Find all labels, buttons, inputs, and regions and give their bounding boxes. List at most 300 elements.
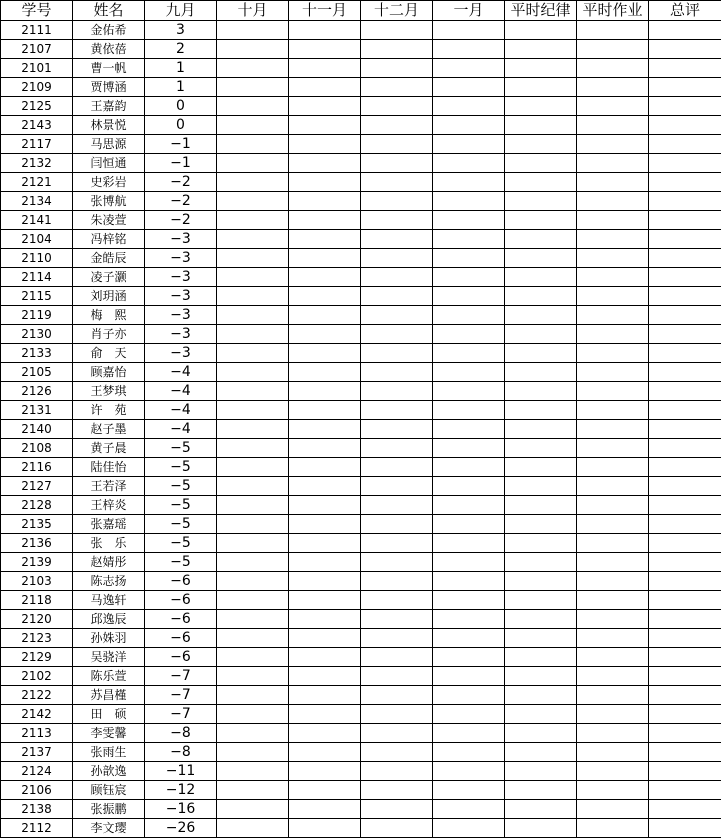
discipline-cell[interactable] xyxy=(505,363,577,382)
discipline-cell[interactable] xyxy=(505,477,577,496)
september-score-cell[interactable]: −3 xyxy=(145,230,217,249)
discipline-cell[interactable] xyxy=(505,325,577,344)
student-id-cell[interactable]: 2104 xyxy=(1,230,73,249)
student-id-cell[interactable]: 2132 xyxy=(1,154,73,173)
december-cell[interactable] xyxy=(361,268,433,287)
january-cell[interactable] xyxy=(433,306,505,325)
student-name-cell[interactable]: 李雯馨 xyxy=(73,724,145,743)
student-name-cell[interactable]: 许 苑 xyxy=(73,401,145,420)
december-cell[interactable] xyxy=(361,743,433,762)
student-name-cell[interactable]: 俞 天 xyxy=(73,344,145,363)
overall-cell[interactable] xyxy=(649,306,721,325)
january-cell[interactable] xyxy=(433,477,505,496)
october-cell[interactable] xyxy=(217,192,289,211)
december-cell[interactable] xyxy=(361,477,433,496)
student-id-cell[interactable]: 2133 xyxy=(1,344,73,363)
january-cell[interactable] xyxy=(433,762,505,781)
january-cell[interactable] xyxy=(433,287,505,306)
january-cell[interactable] xyxy=(433,439,505,458)
october-cell[interactable] xyxy=(217,97,289,116)
november-cell[interactable] xyxy=(289,192,361,211)
january-cell[interactable] xyxy=(433,629,505,648)
november-cell[interactable] xyxy=(289,325,361,344)
student-id-cell[interactable]: 2140 xyxy=(1,420,73,439)
student-name-cell[interactable]: 梅 熙 xyxy=(73,306,145,325)
student-id-cell[interactable]: 2108 xyxy=(1,439,73,458)
student-id-cell[interactable]: 2122 xyxy=(1,686,73,705)
student-id-cell[interactable]: 2126 xyxy=(1,382,73,401)
homework-cell[interactable] xyxy=(577,743,649,762)
december-cell[interactable] xyxy=(361,762,433,781)
overall-cell[interactable] xyxy=(649,382,721,401)
november-cell[interactable] xyxy=(289,705,361,724)
october-cell[interactable] xyxy=(217,534,289,553)
november-cell[interactable] xyxy=(289,648,361,667)
january-cell[interactable] xyxy=(433,648,505,667)
homework-cell[interactable] xyxy=(577,230,649,249)
student-id-cell[interactable]: 2114 xyxy=(1,268,73,287)
student-id-cell[interactable]: 2121 xyxy=(1,173,73,192)
january-cell[interactable] xyxy=(433,154,505,173)
september-score-cell[interactable]: −11 xyxy=(145,762,217,781)
december-cell[interactable] xyxy=(361,230,433,249)
november-cell[interactable] xyxy=(289,515,361,534)
december-cell[interactable] xyxy=(361,705,433,724)
january-cell[interactable] xyxy=(433,249,505,268)
september-score-cell[interactable]: −8 xyxy=(145,724,217,743)
january-cell[interactable] xyxy=(433,667,505,686)
student-name-cell[interactable]: 陈志扬 xyxy=(73,572,145,591)
discipline-cell[interactable] xyxy=(505,648,577,667)
november-cell[interactable] xyxy=(289,743,361,762)
discipline-cell[interactable] xyxy=(505,192,577,211)
student-id-cell[interactable]: 2113 xyxy=(1,724,73,743)
january-cell[interactable] xyxy=(433,401,505,420)
december-cell[interactable] xyxy=(361,97,433,116)
discipline-cell[interactable] xyxy=(505,781,577,800)
homework-cell[interactable] xyxy=(577,135,649,154)
student-name-cell[interactable]: 王梦琪 xyxy=(73,382,145,401)
overall-cell[interactable] xyxy=(649,287,721,306)
overall-cell[interactable] xyxy=(649,743,721,762)
september-score-cell[interactable]: −1 xyxy=(145,135,217,154)
september-score-cell[interactable]: −3 xyxy=(145,325,217,344)
december-cell[interactable] xyxy=(361,306,433,325)
homework-cell[interactable] xyxy=(577,724,649,743)
student-id-cell[interactable]: 2118 xyxy=(1,591,73,610)
november-cell[interactable] xyxy=(289,230,361,249)
december-cell[interactable] xyxy=(361,534,433,553)
student-id-cell[interactable]: 2135 xyxy=(1,515,73,534)
september-score-cell[interactable]: −7 xyxy=(145,667,217,686)
january-cell[interactable] xyxy=(433,382,505,401)
november-cell[interactable] xyxy=(289,268,361,287)
december-cell[interactable] xyxy=(361,781,433,800)
december-cell[interactable] xyxy=(361,496,433,515)
student-id-cell[interactable]: 2115 xyxy=(1,287,73,306)
november-cell[interactable] xyxy=(289,724,361,743)
october-cell[interactable] xyxy=(217,439,289,458)
january-cell[interactable] xyxy=(433,591,505,610)
november-cell[interactable] xyxy=(289,287,361,306)
january-cell[interactable] xyxy=(433,173,505,192)
student-id-cell[interactable]: 2129 xyxy=(1,648,73,667)
student-id-cell[interactable]: 2119 xyxy=(1,306,73,325)
header-september[interactable]: 九月 xyxy=(145,1,217,21)
homework-cell[interactable] xyxy=(577,306,649,325)
january-cell[interactable] xyxy=(433,572,505,591)
january-cell[interactable] xyxy=(433,743,505,762)
discipline-cell[interactable] xyxy=(505,819,577,838)
discipline-cell[interactable] xyxy=(505,211,577,230)
september-score-cell[interactable]: −7 xyxy=(145,686,217,705)
overall-cell[interactable] xyxy=(649,420,721,439)
september-score-cell[interactable]: −2 xyxy=(145,173,217,192)
october-cell[interactable] xyxy=(217,458,289,477)
october-cell[interactable] xyxy=(217,363,289,382)
student-name-cell[interactable]: 苏昌槿 xyxy=(73,686,145,705)
discipline-cell[interactable] xyxy=(505,667,577,686)
november-cell[interactable] xyxy=(289,21,361,40)
discipline-cell[interactable] xyxy=(505,515,577,534)
december-cell[interactable] xyxy=(361,401,433,420)
student-name-cell[interactable]: 贾博涵 xyxy=(73,78,145,97)
header-discipline[interactable]: 平时纪律 xyxy=(505,1,577,21)
december-cell[interactable] xyxy=(361,135,433,154)
discipline-cell[interactable] xyxy=(505,800,577,819)
october-cell[interactable] xyxy=(217,667,289,686)
student-id-cell[interactable]: 2110 xyxy=(1,249,73,268)
discipline-cell[interactable] xyxy=(505,306,577,325)
october-cell[interactable] xyxy=(217,211,289,230)
homework-cell[interactable] xyxy=(577,458,649,477)
november-cell[interactable] xyxy=(289,553,361,572)
homework-cell[interactable] xyxy=(577,40,649,59)
october-cell[interactable] xyxy=(217,705,289,724)
december-cell[interactable] xyxy=(361,800,433,819)
homework-cell[interactable] xyxy=(577,705,649,724)
student-id-cell[interactable]: 2128 xyxy=(1,496,73,515)
discipline-cell[interactable] xyxy=(505,439,577,458)
overall-cell[interactable] xyxy=(649,819,721,838)
discipline-cell[interactable] xyxy=(505,78,577,97)
overall-cell[interactable] xyxy=(649,667,721,686)
september-score-cell[interactable]: −6 xyxy=(145,629,217,648)
november-cell[interactable] xyxy=(289,401,361,420)
student-name-cell[interactable]: 冯梓铭 xyxy=(73,230,145,249)
homework-cell[interactable] xyxy=(577,382,649,401)
september-score-cell[interactable]: −3 xyxy=(145,306,217,325)
discipline-cell[interactable] xyxy=(505,686,577,705)
overall-cell[interactable] xyxy=(649,477,721,496)
student-id-cell[interactable]: 2117 xyxy=(1,135,73,154)
discipline-cell[interactable] xyxy=(505,116,577,135)
homework-cell[interactable] xyxy=(577,477,649,496)
december-cell[interactable] xyxy=(361,211,433,230)
student-name-cell[interactable]: 金佑希 xyxy=(73,21,145,40)
overall-cell[interactable] xyxy=(649,268,721,287)
header-december[interactable]: 十二月 xyxy=(361,1,433,21)
student-name-cell[interactable]: 吴骁洋 xyxy=(73,648,145,667)
discipline-cell[interactable] xyxy=(505,496,577,515)
overall-cell[interactable] xyxy=(649,325,721,344)
october-cell[interactable] xyxy=(217,40,289,59)
discipline-cell[interactable] xyxy=(505,420,577,439)
november-cell[interactable] xyxy=(289,629,361,648)
september-score-cell[interactable]: −4 xyxy=(145,401,217,420)
student-name-cell[interactable]: 张雨生 xyxy=(73,743,145,762)
homework-cell[interactable] xyxy=(577,781,649,800)
overall-cell[interactable] xyxy=(649,591,721,610)
student-name-cell[interactable]: 张博航 xyxy=(73,192,145,211)
student-name-cell[interactable]: 张嘉瑶 xyxy=(73,515,145,534)
january-cell[interactable] xyxy=(433,268,505,287)
november-cell[interactable] xyxy=(289,173,361,192)
homework-cell[interactable] xyxy=(577,363,649,382)
discipline-cell[interactable] xyxy=(505,743,577,762)
student-id-cell[interactable]: 2102 xyxy=(1,667,73,686)
november-cell[interactable] xyxy=(289,610,361,629)
november-cell[interactable] xyxy=(289,458,361,477)
homework-cell[interactable] xyxy=(577,59,649,78)
discipline-cell[interactable] xyxy=(505,401,577,420)
september-score-cell[interactable]: −8 xyxy=(145,743,217,762)
student-name-cell[interactable]: 顾钰宸 xyxy=(73,781,145,800)
december-cell[interactable] xyxy=(361,439,433,458)
october-cell[interactable] xyxy=(217,268,289,287)
september-score-cell[interactable]: 1 xyxy=(145,78,217,97)
december-cell[interactable] xyxy=(361,591,433,610)
discipline-cell[interactable] xyxy=(505,249,577,268)
january-cell[interactable] xyxy=(433,819,505,838)
student-id-cell[interactable]: 2109 xyxy=(1,78,73,97)
september-score-cell[interactable]: −4 xyxy=(145,382,217,401)
september-score-cell[interactable]: −12 xyxy=(145,781,217,800)
december-cell[interactable] xyxy=(361,458,433,477)
december-cell[interactable] xyxy=(361,515,433,534)
student-id-cell[interactable]: 2103 xyxy=(1,572,73,591)
november-cell[interactable] xyxy=(289,781,361,800)
october-cell[interactable] xyxy=(217,116,289,135)
december-cell[interactable] xyxy=(361,249,433,268)
header-october[interactable]: 十月 xyxy=(217,1,289,21)
overall-cell[interactable] xyxy=(649,496,721,515)
discipline-cell[interactable] xyxy=(505,553,577,572)
overall-cell[interactable] xyxy=(649,705,721,724)
student-name-cell[interactable]: 黄依蓓 xyxy=(73,40,145,59)
january-cell[interactable] xyxy=(433,97,505,116)
september-score-cell[interactable]: −5 xyxy=(145,515,217,534)
homework-cell[interactable] xyxy=(577,553,649,572)
overall-cell[interactable] xyxy=(649,401,721,420)
november-cell[interactable] xyxy=(289,97,361,116)
overall-cell[interactable] xyxy=(649,135,721,154)
september-score-cell[interactable]: −6 xyxy=(145,591,217,610)
september-score-cell[interactable]: −6 xyxy=(145,610,217,629)
october-cell[interactable] xyxy=(217,515,289,534)
homework-cell[interactable] xyxy=(577,420,649,439)
september-score-cell[interactable]: −6 xyxy=(145,572,217,591)
september-score-cell[interactable]: −6 xyxy=(145,648,217,667)
discipline-cell[interactable] xyxy=(505,382,577,401)
homework-cell[interactable] xyxy=(577,78,649,97)
overall-cell[interactable] xyxy=(649,97,721,116)
student-id-cell[interactable]: 2120 xyxy=(1,610,73,629)
november-cell[interactable] xyxy=(289,477,361,496)
january-cell[interactable] xyxy=(433,116,505,135)
header-name[interactable]: 姓名 xyxy=(73,1,145,21)
student-id-cell[interactable]: 2141 xyxy=(1,211,73,230)
january-cell[interactable] xyxy=(433,553,505,572)
november-cell[interactable] xyxy=(289,686,361,705)
discipline-cell[interactable] xyxy=(505,629,577,648)
overall-cell[interactable] xyxy=(649,230,721,249)
student-id-cell[interactable]: 2106 xyxy=(1,781,73,800)
homework-cell[interactable] xyxy=(577,268,649,287)
november-cell[interactable] xyxy=(289,78,361,97)
student-name-cell[interactable]: 刘玥涵 xyxy=(73,287,145,306)
student-name-cell[interactable]: 曹一帆 xyxy=(73,59,145,78)
overall-cell[interactable] xyxy=(649,192,721,211)
student-name-cell[interactable]: 史彩岩 xyxy=(73,173,145,192)
student-name-cell[interactable]: 王梓炎 xyxy=(73,496,145,515)
september-score-cell[interactable]: −5 xyxy=(145,496,217,515)
student-id-cell[interactable]: 2139 xyxy=(1,553,73,572)
october-cell[interactable] xyxy=(217,648,289,667)
discipline-cell[interactable] xyxy=(505,591,577,610)
discipline-cell[interactable] xyxy=(505,287,577,306)
student-id-cell[interactable]: 2127 xyxy=(1,477,73,496)
overall-cell[interactable] xyxy=(649,344,721,363)
october-cell[interactable] xyxy=(217,59,289,78)
november-cell[interactable] xyxy=(289,534,361,553)
discipline-cell[interactable] xyxy=(505,534,577,553)
homework-cell[interactable] xyxy=(577,515,649,534)
december-cell[interactable] xyxy=(361,173,433,192)
december-cell[interactable] xyxy=(361,154,433,173)
student-name-cell[interactable]: 黄子晨 xyxy=(73,439,145,458)
september-score-cell[interactable]: 0 xyxy=(145,97,217,116)
student-name-cell[interactable]: 张振鹏 xyxy=(73,800,145,819)
october-cell[interactable] xyxy=(217,629,289,648)
october-cell[interactable] xyxy=(217,477,289,496)
student-id-cell[interactable]: 2125 xyxy=(1,97,73,116)
december-cell[interactable] xyxy=(361,344,433,363)
discipline-cell[interactable] xyxy=(505,97,577,116)
overall-cell[interactable] xyxy=(649,78,721,97)
overall-cell[interactable] xyxy=(649,572,721,591)
december-cell[interactable] xyxy=(361,610,433,629)
september-score-cell[interactable]: −16 xyxy=(145,800,217,819)
homework-cell[interactable] xyxy=(577,534,649,553)
student-id-cell[interactable]: 2123 xyxy=(1,629,73,648)
homework-cell[interactable] xyxy=(577,648,649,667)
december-cell[interactable] xyxy=(361,59,433,78)
january-cell[interactable] xyxy=(433,78,505,97)
overall-cell[interactable] xyxy=(649,648,721,667)
overall-cell[interactable] xyxy=(649,116,721,135)
homework-cell[interactable] xyxy=(577,572,649,591)
december-cell[interactable] xyxy=(361,325,433,344)
december-cell[interactable] xyxy=(361,363,433,382)
november-cell[interactable] xyxy=(289,420,361,439)
discipline-cell[interactable] xyxy=(505,610,577,629)
september-score-cell[interactable]: −5 xyxy=(145,458,217,477)
overall-cell[interactable] xyxy=(649,173,721,192)
october-cell[interactable] xyxy=(217,325,289,344)
student-id-cell[interactable]: 2137 xyxy=(1,743,73,762)
student-id-cell[interactable]: 2138 xyxy=(1,800,73,819)
september-score-cell[interactable]: 3 xyxy=(145,21,217,40)
december-cell[interactable] xyxy=(361,420,433,439)
october-cell[interactable] xyxy=(217,553,289,572)
student-name-cell[interactable]: 张 乐 xyxy=(73,534,145,553)
december-cell[interactable] xyxy=(361,78,433,97)
september-score-cell[interactable]: −7 xyxy=(145,705,217,724)
january-cell[interactable] xyxy=(433,325,505,344)
homework-cell[interactable] xyxy=(577,249,649,268)
september-score-cell[interactable]: 1 xyxy=(145,59,217,78)
student-name-cell[interactable]: 陆佳怡 xyxy=(73,458,145,477)
december-cell[interactable] xyxy=(361,667,433,686)
november-cell[interactable] xyxy=(289,591,361,610)
overall-cell[interactable] xyxy=(649,553,721,572)
homework-cell[interactable] xyxy=(577,192,649,211)
student-name-cell[interactable]: 金皓辰 xyxy=(73,249,145,268)
overall-cell[interactable] xyxy=(649,249,721,268)
overall-cell[interactable] xyxy=(649,534,721,553)
october-cell[interactable] xyxy=(217,572,289,591)
october-cell[interactable] xyxy=(217,496,289,515)
header-january[interactable]: 一月 xyxy=(433,1,505,21)
student-name-cell[interactable]: 陈乐萱 xyxy=(73,667,145,686)
september-score-cell[interactable]: −5 xyxy=(145,553,217,572)
october-cell[interactable] xyxy=(217,420,289,439)
january-cell[interactable] xyxy=(433,781,505,800)
homework-cell[interactable] xyxy=(577,496,649,515)
homework-cell[interactable] xyxy=(577,116,649,135)
student-name-cell[interactable]: 凌子灏 xyxy=(73,268,145,287)
homework-cell[interactable] xyxy=(577,325,649,344)
november-cell[interactable] xyxy=(289,154,361,173)
september-score-cell[interactable]: −26 xyxy=(145,819,217,838)
student-id-cell[interactable]: 2131 xyxy=(1,401,73,420)
homework-cell[interactable] xyxy=(577,819,649,838)
discipline-cell[interactable] xyxy=(505,154,577,173)
january-cell[interactable] xyxy=(433,800,505,819)
december-cell[interactable] xyxy=(361,382,433,401)
student-name-cell[interactable]: 林景悦 xyxy=(73,116,145,135)
overall-cell[interactable] xyxy=(649,458,721,477)
october-cell[interactable] xyxy=(217,686,289,705)
homework-cell[interactable] xyxy=(577,173,649,192)
overall-cell[interactable] xyxy=(649,59,721,78)
discipline-cell[interactable] xyxy=(505,21,577,40)
overall-cell[interactable] xyxy=(649,21,721,40)
homework-cell[interactable] xyxy=(577,800,649,819)
student-id-cell[interactable]: 2143 xyxy=(1,116,73,135)
january-cell[interactable] xyxy=(433,211,505,230)
september-score-cell[interactable]: −5 xyxy=(145,439,217,458)
september-score-cell[interactable]: −2 xyxy=(145,211,217,230)
student-id-cell[interactable]: 2142 xyxy=(1,705,73,724)
november-cell[interactable] xyxy=(289,40,361,59)
homework-cell[interactable] xyxy=(577,686,649,705)
november-cell[interactable] xyxy=(289,363,361,382)
student-name-cell[interactable]: 李文璎 xyxy=(73,819,145,838)
overall-cell[interactable] xyxy=(649,363,721,382)
october-cell[interactable] xyxy=(217,344,289,363)
